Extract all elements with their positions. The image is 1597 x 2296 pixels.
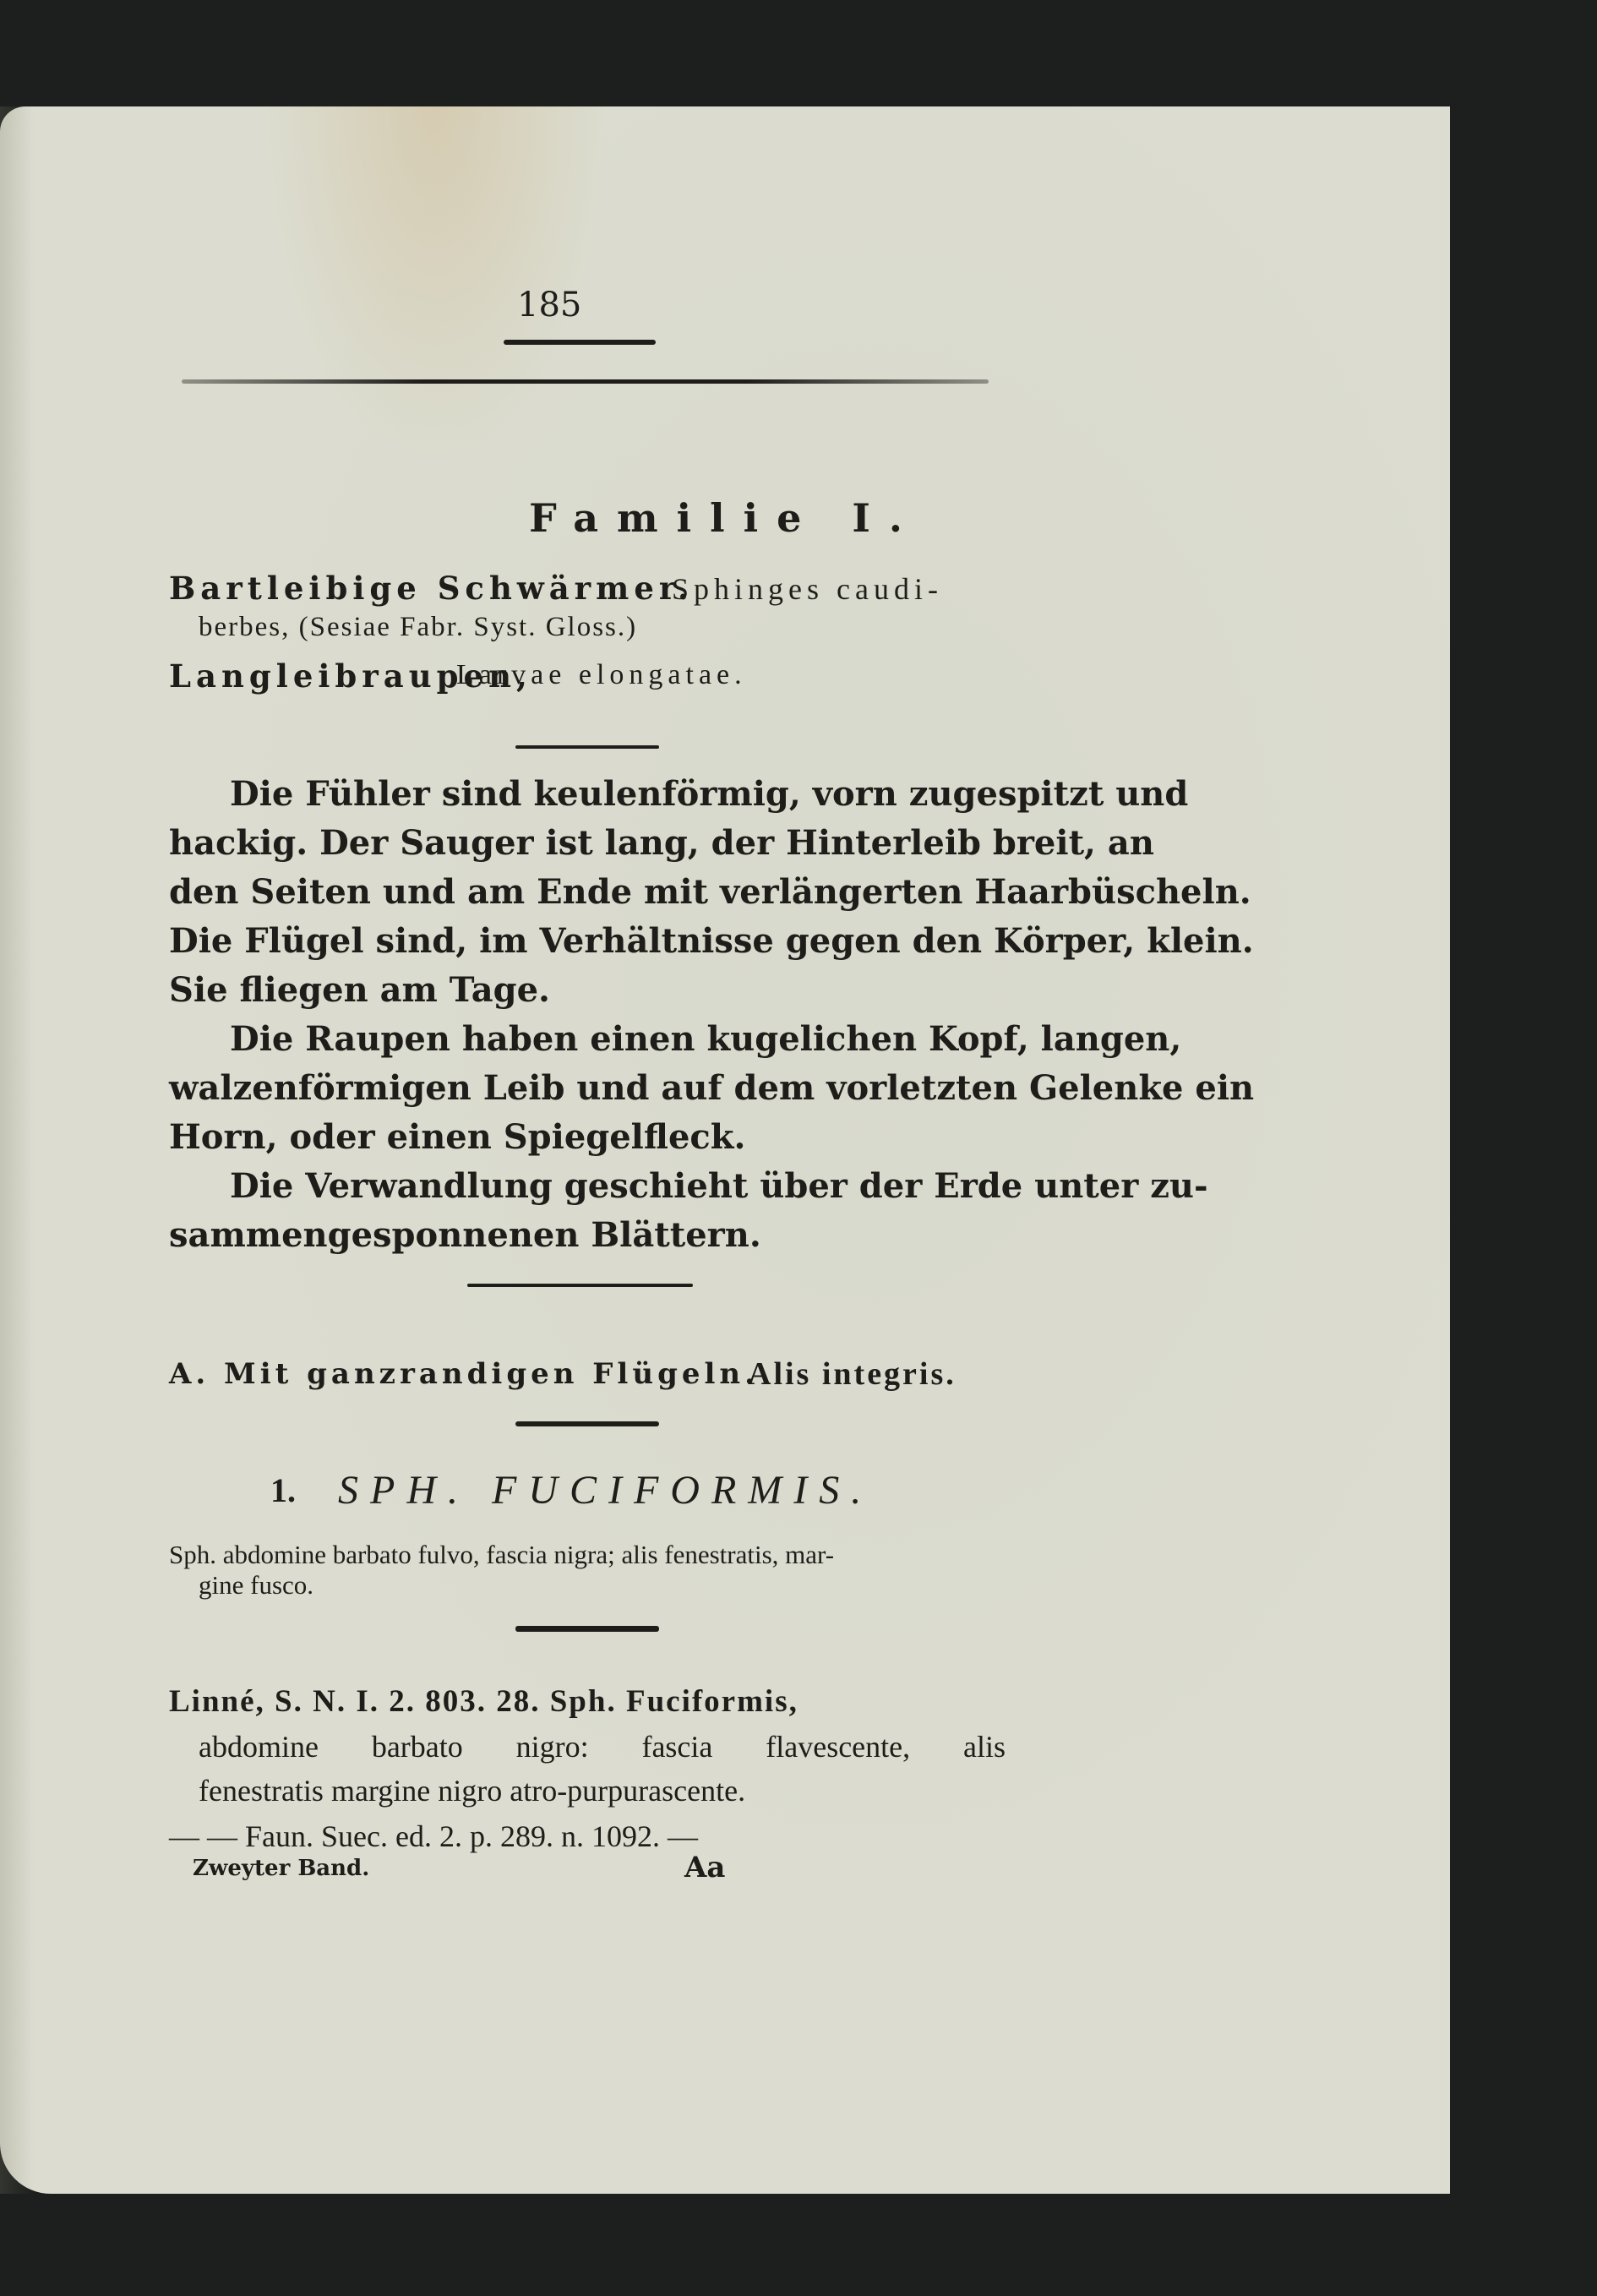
divider-rule-4: [515, 1626, 659, 1632]
heading-latin-line1: Sphinges caudi-: [672, 572, 943, 606]
paragraph-1-line-2: hackig. Der Sauger ist lang, der Hinterleib breit, an: [169, 823, 1154, 863]
reference-line-3: fenestratis margine nigro atro-purpurascente.: [199, 1774, 746, 1808]
heading-german-line1: Bartleibige Schwärmer.: [169, 570, 694, 607]
page-number: 185: [517, 286, 582, 324]
paragraph-2-line-3: Horn, oder einen Spiegelfleck.: [169, 1117, 746, 1157]
footer-volume: Zweyter Band.: [193, 1856, 370, 1881]
paragraph-1-line-5: Sie fliegen am Tage.: [169, 970, 550, 1010]
reference-line-2: abdomine barbato nigro: fascia flavescente, alis: [199, 1730, 1006, 1764]
section-heading-german: A. Mit ganzrandigen Flügeln.: [169, 1357, 759, 1391]
paragraph-2-line-1: Die Raupen haben einen kugelichen Kopf, langen,: [230, 1019, 1182, 1059]
heading-german-line3: Langleibraupen,: [169, 657, 532, 695]
reference-line-4: — — Faun. Suec. ed. 2. p. 289. n. 1092. —: [169, 1819, 698, 1853]
paragraph-1-line-4: Die Flügel sind, im Verhältnisse gegen den Körper, klein.: [169, 921, 1254, 961]
page-number-underline: [504, 340, 656, 345]
species-name: SPH. FUCIFORMIS.: [338, 1468, 874, 1513]
heading-line2: berbes, (Sesiae Fabr. Syst. Gloss.): [199, 612, 638, 642]
divider-rule-3: [515, 1421, 659, 1426]
header-ornamental-rule: [182, 379, 989, 384]
divider-rule-1: [515, 745, 659, 749]
paragraph-1-line-1: Die Fühler sind keulenförmig, vorn zugespitzt und: [230, 774, 1189, 814]
species-diagnosis-line-2: gine fusco.: [199, 1570, 314, 1600]
paragraph-2-line-2: walzenförmigen Leib und auf dem vorletzten Gelenke ein: [169, 1068, 1255, 1108]
book-page: [0, 106, 1450, 2194]
paragraph-3-line-1: Die Verwandlung geschieht über der Erde unter zu-: [230, 1166, 1208, 1206]
species-number: 1.: [270, 1471, 296, 1509]
spine-shadow: [0, 106, 34, 2194]
footer-signature: Aa: [684, 1851, 726, 1884]
heading-latin-line3: Larvae elongatae.: [456, 659, 747, 690]
divider-rule-2: [467, 1284, 693, 1287]
paragraph-1-line-3: den Seiten und am Ende mit verlängerten Haarbüscheln.: [169, 872, 1251, 912]
section-heading-latin: Alis integris.: [748, 1356, 957, 1392]
paragraph-3-line-2: sammengesponnenen Blättern.: [169, 1215, 761, 1255]
species-diagnosis-line-1: Sph. abdomine barbato fulvo, fascia nigra; alis fenestratis, mar-: [169, 1540, 835, 1569]
family-title: Familie I.: [529, 495, 921, 541]
reference-line-1: Linné, S. N. I. 2. 803. 28. Sph. Fuciformis,: [169, 1684, 798, 1719]
